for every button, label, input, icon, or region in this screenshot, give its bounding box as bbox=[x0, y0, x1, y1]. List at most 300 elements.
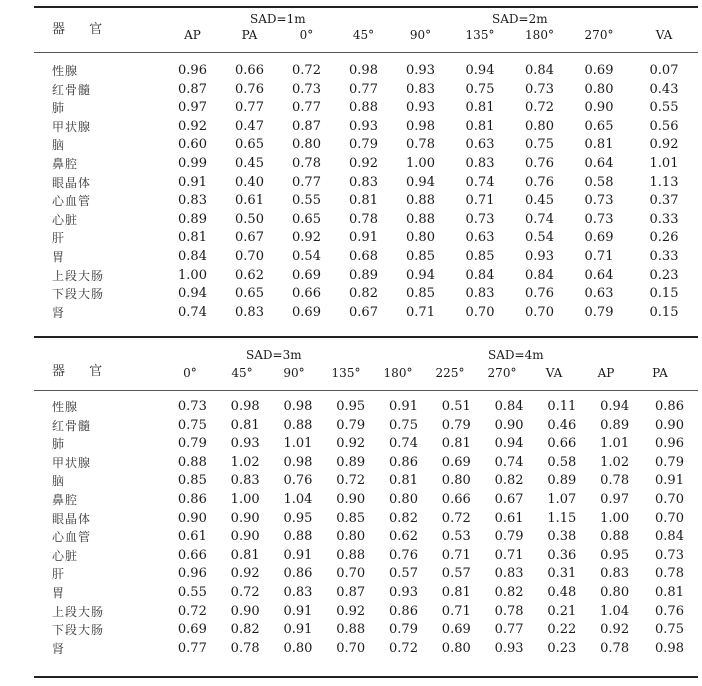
dose-ratio-cell: 0.89 bbox=[349, 267, 378, 283]
dose-ratio-cell: 0.55 bbox=[177, 584, 207, 600]
dose-ratio-cell: 0.74 bbox=[389, 436, 418, 452]
table2-col-header: 0° bbox=[183, 366, 197, 380]
table1-organ-header: 器 官 bbox=[52, 22, 113, 37]
dose-ratio-cell: 0.83 bbox=[283, 584, 313, 600]
dose-ratio-cell: 0.85 bbox=[406, 286, 435, 302]
dose-ratio-cell: 0.87 bbox=[292, 118, 321, 134]
dose-ratio-cell: 0.87 bbox=[178, 81, 207, 97]
table1-col-header: VA bbox=[655, 28, 673, 42]
dose-ratio-cell: 0.69 bbox=[584, 230, 614, 246]
table2-bottom-rule bbox=[34, 676, 698, 678]
dose-ratio-cell: 0.78 bbox=[349, 211, 378, 227]
dose-ratio-cell: 0.88 bbox=[406, 211, 435, 227]
dose-ratio-cell: 0.61 bbox=[177, 529, 207, 545]
dose-ratio-cell: 0.88 bbox=[600, 529, 630, 545]
table2-col-header: 45° bbox=[231, 366, 253, 380]
dose-ratio-cell: 0.99 bbox=[178, 155, 207, 171]
dose-ratio-cell: 0.07 bbox=[649, 63, 679, 78]
dose-ratio-cell: 0.65 bbox=[235, 137, 264, 153]
dose-ratio-cell: 0.57 bbox=[441, 566, 471, 582]
organ-name: 下段大肠 bbox=[52, 287, 105, 302]
dose-ratio-cell: 0.98 bbox=[283, 399, 313, 414]
table-row bbox=[34, 510, 698, 529]
organ-name: 红骨髓 bbox=[52, 418, 92, 433]
dose-ratio-cell: 0.71 bbox=[465, 193, 495, 209]
dose-ratio-cell: 0.78 bbox=[600, 640, 630, 656]
dose-ratio-cell: 0.90 bbox=[230, 529, 260, 545]
table-row bbox=[34, 136, 698, 155]
dose-ratio-cell: 0.33 bbox=[649, 248, 679, 264]
dose-ratio-cell: 0.81 bbox=[655, 584, 684, 600]
dose-ratio-cell: 0.91 bbox=[283, 603, 313, 619]
table-row bbox=[34, 621, 698, 640]
dose-ratio-cell: 0.85 bbox=[177, 473, 207, 489]
dose-ratio-cell: 0.94 bbox=[494, 436, 524, 452]
dose-ratio-cell: 0.80 bbox=[441, 640, 471, 656]
dose-ratio-cell: 0.83 bbox=[494, 566, 524, 582]
dose-ratio-cell: 0.78 bbox=[292, 155, 321, 171]
table2-col-header: PA bbox=[652, 366, 668, 380]
dose-ratio-cell: 0.79 bbox=[584, 304, 614, 320]
dose-ratio-cell: 0.67 bbox=[235, 230, 264, 246]
dose-ratio-cell: 0.81 bbox=[349, 193, 378, 209]
table1-col-header: AP bbox=[184, 28, 201, 42]
dose-ratio-cell: 0.92 bbox=[336, 603, 366, 619]
dose-ratio-cell: 0.70 bbox=[525, 304, 554, 320]
dose-ratio-cell: 0.98 bbox=[283, 454, 313, 470]
dose-ratio-cell: 0.92 bbox=[649, 137, 679, 153]
dose-ratio-cell: 0.85 bbox=[465, 248, 495, 264]
dose-ratio-cell: 0.72 bbox=[389, 640, 418, 656]
dose-ratio-cell: 0.77 bbox=[292, 174, 321, 190]
dose-ratio-cell: 0.80 bbox=[584, 81, 614, 97]
dose-ratio-cell: 0.93 bbox=[230, 436, 260, 452]
dose-ratio-cell: 0.92 bbox=[178, 118, 207, 134]
dose-ratio-cell: 1.01 bbox=[283, 436, 313, 452]
table-row bbox=[34, 417, 698, 436]
table-row bbox=[34, 229, 698, 248]
dose-ratio-cell: 1.01 bbox=[600, 436, 630, 452]
dose-ratio-cell: 0.72 bbox=[336, 473, 366, 489]
table-row bbox=[34, 491, 698, 510]
dose-ratio-cell: 0.83 bbox=[465, 286, 495, 302]
dose-ratio-cell: 0.56 bbox=[649, 118, 679, 134]
dose-ratio-cell: 0.84 bbox=[465, 267, 495, 283]
dose-ratio-cell: 0.77 bbox=[494, 622, 524, 638]
dose-ratio-cell: 0.83 bbox=[406, 81, 435, 97]
dose-ratio-cell: 0.97 bbox=[178, 100, 207, 116]
dose-ratio-cell: 0.36 bbox=[547, 547, 577, 563]
dose-ratio-cell: 0.72 bbox=[441, 510, 471, 526]
dose-ratio-cell: 0.66 bbox=[235, 63, 264, 78]
dose-ratio-cell: 1.04 bbox=[600, 603, 630, 619]
dose-ratio-cell: 0.73 bbox=[177, 399, 207, 414]
organ-name: 红骨髓 bbox=[52, 82, 92, 97]
table1-col-header: 270° bbox=[584, 28, 614, 42]
dose-ratio-cell: 0.92 bbox=[230, 566, 260, 582]
dose-ratio-cell: 1.01 bbox=[649, 155, 679, 171]
dose-ratio-cell: 0.54 bbox=[292, 248, 321, 264]
dose-ratio-cell: 0.70 bbox=[336, 566, 366, 582]
dose-ratio-cell: 1.00 bbox=[600, 510, 630, 526]
dose-ratio-cell: 0.93 bbox=[494, 640, 524, 656]
organ-name: 上段大肠 bbox=[52, 604, 105, 619]
dose-ratio-cell: 0.95 bbox=[600, 547, 630, 563]
dose-ratio-cell: 1.04 bbox=[283, 491, 313, 507]
table1-body bbox=[34, 62, 698, 322]
table-row bbox=[34, 155, 698, 174]
dose-ratio-cell: 0.61 bbox=[494, 510, 524, 526]
table2-col-header: 180° bbox=[383, 366, 413, 380]
dose-ratio-cell: 0.92 bbox=[336, 436, 366, 452]
table1-col-header: 0° bbox=[299, 28, 314, 42]
dose-ratio-cell: 0.96 bbox=[655, 436, 684, 452]
dose-ratio-cell: 0.85 bbox=[336, 510, 366, 526]
dose-ratio-cell: 0.66 bbox=[441, 491, 471, 507]
dose-ratio-cell: 0.93 bbox=[389, 584, 418, 600]
dose-ratio-cell: 0.78 bbox=[600, 473, 630, 489]
dose-ratio-cell: 0.84 bbox=[525, 63, 554, 78]
dose-ratio-cell: 0.77 bbox=[292, 100, 321, 116]
dose-ratio-cell: 0.80 bbox=[600, 584, 630, 600]
table2-col-header: AP bbox=[597, 366, 615, 380]
organ-name: 肝 bbox=[52, 567, 66, 582]
table-row bbox=[34, 528, 698, 547]
dose-ratio-cell: 0.91 bbox=[655, 473, 684, 489]
table-row bbox=[34, 174, 698, 193]
dose-ratio-cell: 0.65 bbox=[235, 286, 264, 302]
dose-ratio-cell: 0.75 bbox=[389, 417, 418, 433]
dose-ratio-cell: 0.40 bbox=[235, 174, 264, 190]
dose-ratio-cell: 0.81 bbox=[441, 584, 471, 600]
dose-ratio-cell: 0.64 bbox=[584, 267, 614, 283]
dose-ratio-cell: 0.90 bbox=[230, 510, 260, 526]
organ-name: 性腺 bbox=[52, 64, 79, 78]
table-divider-rule bbox=[34, 336, 698, 338]
organ-name: 肝 bbox=[52, 231, 66, 246]
dose-ratio-cell: 0.65 bbox=[584, 118, 614, 134]
dose-ratio-cell: 0.71 bbox=[494, 547, 524, 563]
dose-ratio-cell: 0.88 bbox=[406, 193, 435, 209]
dose-ratio-cell: 0.94 bbox=[406, 267, 435, 283]
dose-ratio-cell: 1.13 bbox=[649, 174, 679, 190]
dose-ratio-cell: 1.07 bbox=[547, 491, 577, 507]
dose-ratio-cell: 0.65 bbox=[292, 211, 321, 227]
dose-ratio-cell: 1.00 bbox=[230, 491, 260, 507]
table-row bbox=[34, 118, 698, 137]
organ-name: 肾 bbox=[52, 641, 66, 656]
dose-ratio-cell: 0.94 bbox=[406, 174, 435, 190]
organ-name: 眼晶体 bbox=[52, 511, 92, 526]
organ-name: 甲状腺 bbox=[52, 119, 92, 134]
table1-sad-1m-label: SAD=1m bbox=[250, 12, 306, 26]
dose-ratio-cell: 0.81 bbox=[230, 417, 260, 433]
table2-col-header: VA bbox=[545, 366, 563, 380]
dose-ratio-cell: 0.98 bbox=[349, 63, 378, 78]
dose-ratio-cell: 0.70 bbox=[235, 248, 264, 264]
dose-ratio-cell: 0.81 bbox=[465, 118, 495, 134]
table1-col-header: PA bbox=[241, 28, 258, 42]
dose-ratio-cell: 0.77 bbox=[177, 640, 207, 656]
dose-ratio-cell: 0.80 bbox=[525, 118, 554, 134]
dose-ratio-cell: 0.69 bbox=[177, 622, 207, 638]
dose-ratio-cell: 0.67 bbox=[494, 491, 524, 507]
dose-ratio-cell: 0.82 bbox=[494, 584, 524, 600]
dose-ratio-cell: 0.95 bbox=[283, 510, 313, 526]
dose-ratio-cell: 0.33 bbox=[649, 211, 679, 227]
dose-ratio-cell: 0.86 bbox=[177, 491, 207, 507]
table2-col-header: 135° bbox=[331, 366, 361, 380]
dose-ratio-cell: 0.77 bbox=[235, 100, 264, 116]
dose-ratio-cell: 0.76 bbox=[283, 473, 313, 489]
dose-ratio-cell: 0.74 bbox=[494, 454, 524, 470]
dose-ratio-cell: 0.82 bbox=[494, 473, 524, 489]
dose-ratio-cell: 0.86 bbox=[389, 454, 418, 470]
dose-ratio-cell: 0.91 bbox=[178, 174, 207, 190]
dose-ratio-cell: 0.54 bbox=[525, 230, 554, 246]
dose-ratio-cell: 0.66 bbox=[177, 547, 207, 563]
dose-ratio-cell: 0.87 bbox=[336, 584, 366, 600]
dose-ratio-cell: 0.70 bbox=[336, 640, 366, 656]
dose-ratio-cell: 0.90 bbox=[230, 603, 260, 619]
dose-ratio-cell: 0.90 bbox=[177, 510, 207, 526]
dose-ratio-cell: 0.80 bbox=[441, 473, 471, 489]
organ-name: 脑 bbox=[52, 474, 66, 489]
dose-ratio-cell: 0.78 bbox=[655, 566, 684, 582]
dose-ratio-cell: 0.83 bbox=[349, 174, 378, 190]
organ-name: 上段大肠 bbox=[52, 268, 105, 283]
table-row bbox=[34, 285, 698, 304]
dose-ratio-cell: 0.63 bbox=[584, 286, 614, 302]
organ-name: 肺 bbox=[52, 437, 66, 452]
dose-ratio-cell: 0.86 bbox=[655, 399, 684, 414]
dose-ratio-cell: 0.82 bbox=[230, 622, 260, 638]
dose-ratio-cell: 0.97 bbox=[600, 491, 630, 507]
dose-ratio-cell: 0.74 bbox=[465, 174, 495, 190]
dose-ratio-cell: 0.90 bbox=[655, 417, 684, 433]
table-row bbox=[34, 472, 698, 491]
dose-ratio-cell: 0.21 bbox=[547, 603, 577, 619]
dose-ratio-cell: 0.88 bbox=[283, 417, 313, 433]
table1-col-header: 180° bbox=[525, 28, 554, 42]
dose-ratio-cell: 0.81 bbox=[178, 230, 207, 246]
dose-ratio-cell: 0.85 bbox=[406, 248, 435, 264]
dose-ratio-cell: 0.84 bbox=[525, 267, 554, 283]
dose-ratio-cell: 0.94 bbox=[178, 286, 207, 302]
dose-ratio-cell: 0.92 bbox=[349, 155, 378, 171]
dose-ratio-cell: 0.93 bbox=[349, 118, 378, 134]
dose-ratio-cell: 0.11 bbox=[547, 399, 577, 414]
dose-ratio-cell: 0.71 bbox=[584, 248, 614, 264]
dose-ratio-cell: 0.72 bbox=[177, 603, 207, 619]
dose-ratio-cell: 0.81 bbox=[441, 436, 471, 452]
organ-name: 下段大肠 bbox=[52, 623, 105, 638]
table2-body bbox=[34, 398, 698, 658]
table2-col-header: 225° bbox=[435, 366, 465, 380]
organ-name: 眼晶体 bbox=[52, 175, 92, 190]
dose-ratio-cell: 0.64 bbox=[584, 155, 614, 171]
organ-name: 胃 bbox=[52, 249, 66, 264]
dose-ratio-cell: 0.69 bbox=[584, 63, 614, 78]
dose-ratio-cell: 0.69 bbox=[441, 622, 471, 638]
dose-ratio-cell: 0.98 bbox=[655, 640, 684, 656]
table-row bbox=[34, 547, 698, 566]
dose-ratio-cell: 0.38 bbox=[547, 529, 577, 545]
dose-ratio-cell: 0.88 bbox=[349, 100, 378, 116]
dose-ratio-cell: 0.46 bbox=[547, 417, 577, 433]
organ-name: 心脏 bbox=[52, 548, 79, 563]
dose-ratio-cell: 0.62 bbox=[235, 267, 264, 283]
dose-ratio-cell: 0.15 bbox=[649, 304, 679, 320]
dose-ratio-cell: 0.90 bbox=[336, 491, 366, 507]
organ-name: 鼻腔 bbox=[52, 156, 79, 171]
dose-ratio-cell: 0.70 bbox=[465, 304, 495, 320]
dose-ratio-cell: 0.91 bbox=[389, 399, 418, 414]
dose-ratio-cell: 0.89 bbox=[178, 211, 207, 227]
organ-name: 心血管 bbox=[52, 530, 92, 545]
table-row bbox=[34, 99, 698, 118]
dose-ratio-cell: 0.72 bbox=[525, 100, 554, 116]
table-row bbox=[34, 192, 698, 211]
table-row bbox=[34, 435, 698, 454]
organ-name: 心血管 bbox=[52, 194, 92, 209]
dose-ratio-cell: 0.83 bbox=[230, 473, 260, 489]
dose-ratio-cell: 0.80 bbox=[292, 137, 321, 153]
dose-ratio-cell: 0.84 bbox=[655, 529, 684, 545]
dose-ratio-cell: 0.77 bbox=[349, 81, 378, 97]
dose-ratio-cell: 1.15 bbox=[547, 510, 577, 526]
dose-ratio-cell: 0.90 bbox=[494, 417, 524, 433]
dose-ratio-cell: 0.93 bbox=[406, 100, 435, 116]
dose-ratio-cell: 0.72 bbox=[292, 63, 321, 78]
table-row bbox=[34, 584, 698, 603]
dose-ratio-cell: 0.76 bbox=[525, 286, 554, 302]
table-row bbox=[34, 211, 698, 230]
organ-name: 肺 bbox=[52, 101, 66, 116]
dose-ratio-cell: 0.95 bbox=[336, 399, 366, 414]
dose-ratio-cell: 0.71 bbox=[406, 304, 435, 320]
dose-ratio-cell: 0.98 bbox=[230, 399, 260, 414]
dose-ratio-cell: 0.88 bbox=[336, 622, 366, 638]
dose-ratio-cell: 0.75 bbox=[177, 417, 207, 433]
dose-ratio-cell: 0.58 bbox=[584, 174, 614, 190]
dose-ratio-cell: 0.63 bbox=[465, 137, 495, 153]
dose-ratio-cell: 0.75 bbox=[465, 81, 495, 97]
dose-ratio-cell: 0.96 bbox=[178, 63, 207, 78]
table-row bbox=[34, 454, 698, 473]
dose-ratio-cell: 0.89 bbox=[600, 417, 630, 433]
dose-ratio-cell: 0.91 bbox=[349, 230, 378, 246]
dose-ratio-cell: 0.62 bbox=[389, 529, 418, 545]
organ-name: 鼻腔 bbox=[52, 492, 79, 507]
dose-ratio-cell: 0.73 bbox=[525, 81, 554, 97]
dose-ratio-cell: 0.55 bbox=[649, 100, 679, 116]
dose-ratio-cell: 0.81 bbox=[465, 100, 495, 116]
organ-name: 心脏 bbox=[52, 212, 79, 227]
table-row bbox=[34, 565, 698, 584]
dose-ratio-cell: 0.92 bbox=[600, 622, 630, 638]
table-row bbox=[34, 62, 698, 81]
dose-ratio-cell: 0.83 bbox=[465, 155, 495, 171]
dose-ratio-cell: 0.89 bbox=[336, 454, 366, 470]
dose-ratio-cell: 0.70 bbox=[655, 510, 684, 526]
table2-sad-3m-label: SAD=3m bbox=[246, 348, 302, 362]
dose-ratio-cell: 0.88 bbox=[283, 529, 313, 545]
dose-ratio-cell: 0.43 bbox=[649, 81, 679, 97]
dose-ratio-cell: 0.96 bbox=[177, 566, 207, 582]
dose-ratio-cell: 0.72 bbox=[230, 584, 260, 600]
dose-ratio-cell: 0.84 bbox=[494, 399, 524, 414]
dose-ratio-cell: 0.66 bbox=[292, 286, 321, 302]
dose-ratio-cell: 0.73 bbox=[292, 81, 321, 97]
table-row bbox=[34, 603, 698, 622]
dose-ratio-cell: 0.89 bbox=[547, 473, 577, 489]
table-row bbox=[34, 81, 698, 100]
dose-ratio-cell: 0.45 bbox=[525, 193, 554, 209]
dose-ratio-cell: 0.76 bbox=[389, 547, 418, 563]
dose-ratio-cell: 0.86 bbox=[389, 603, 418, 619]
dose-ratio-cell: 0.81 bbox=[389, 473, 418, 489]
dose-ratio-cell: 0.61 bbox=[235, 193, 264, 209]
dose-ratio-cell: 0.81 bbox=[230, 547, 260, 563]
dose-ratio-cell: 0.79 bbox=[336, 417, 366, 433]
table-row bbox=[34, 267, 698, 286]
organ-name: 肾 bbox=[52, 305, 66, 320]
dose-ratio-cell: 1.02 bbox=[230, 454, 260, 470]
dose-ratio-cell: 0.78 bbox=[406, 137, 435, 153]
dose-ratio-cell: 0.82 bbox=[389, 510, 418, 526]
dose-ratio-cell: 0.78 bbox=[230, 640, 260, 656]
table2-col-header: 270° bbox=[487, 366, 517, 380]
table-row bbox=[34, 640, 698, 659]
dose-ratio-cell: 0.79 bbox=[349, 137, 378, 153]
dose-ratio-cell: 0.88 bbox=[177, 454, 207, 470]
table-row bbox=[34, 304, 698, 323]
dose-ratio-cell: 0.23 bbox=[649, 267, 679, 283]
dose-ratio-cell: 0.67 bbox=[349, 304, 378, 320]
dose-ratio-cell: 0.69 bbox=[292, 304, 321, 320]
table1-header-rule bbox=[34, 52, 698, 53]
dose-ratio-cell: 0.79 bbox=[655, 454, 684, 470]
dose-ratio-cell: 0.76 bbox=[525, 155, 554, 171]
dose-ratio-cell: 0.76 bbox=[655, 603, 684, 619]
organ-name: 性腺 bbox=[52, 400, 79, 414]
dose-ratio-cell: 0.83 bbox=[600, 566, 630, 582]
dose-ratio-cell: 0.83 bbox=[235, 304, 264, 320]
dose-ratio-cell: 0.79 bbox=[441, 417, 471, 433]
dose-ratio-cell: 1.00 bbox=[178, 267, 207, 283]
dose-ratio-cell: 0.69 bbox=[292, 267, 321, 283]
dose-ratio-cell: 0.92 bbox=[292, 230, 321, 246]
dose-ratio-cell: 0.71 bbox=[441, 547, 471, 563]
dose-ratio-cell: 1.00 bbox=[406, 155, 435, 171]
dose-ratio-cell: 0.91 bbox=[283, 547, 313, 563]
organ-name: 甲状腺 bbox=[52, 455, 92, 470]
dose-ratio-cell: 0.22 bbox=[547, 622, 577, 638]
dose-ratio-cell: 0.23 bbox=[547, 640, 577, 656]
dose-ratio-cell: 0.86 bbox=[283, 566, 313, 582]
dose-ratio-cell: 0.73 bbox=[584, 211, 614, 227]
dose-ratio-cell: 0.69 bbox=[441, 454, 471, 470]
table1-col-header: 90° bbox=[409, 28, 432, 42]
dose-ratio-cell: 0.75 bbox=[655, 622, 684, 638]
dose-ratio-cell: 0.84 bbox=[178, 248, 207, 264]
dose-ratio-cell: 0.94 bbox=[465, 63, 495, 78]
dose-ratio-cell: 0.63 bbox=[465, 230, 495, 246]
dose-ratio-cell: 0.15 bbox=[649, 286, 679, 302]
dose-ratio-cell: 0.58 bbox=[547, 454, 577, 470]
dose-ratio-cell: 0.80 bbox=[336, 529, 366, 545]
